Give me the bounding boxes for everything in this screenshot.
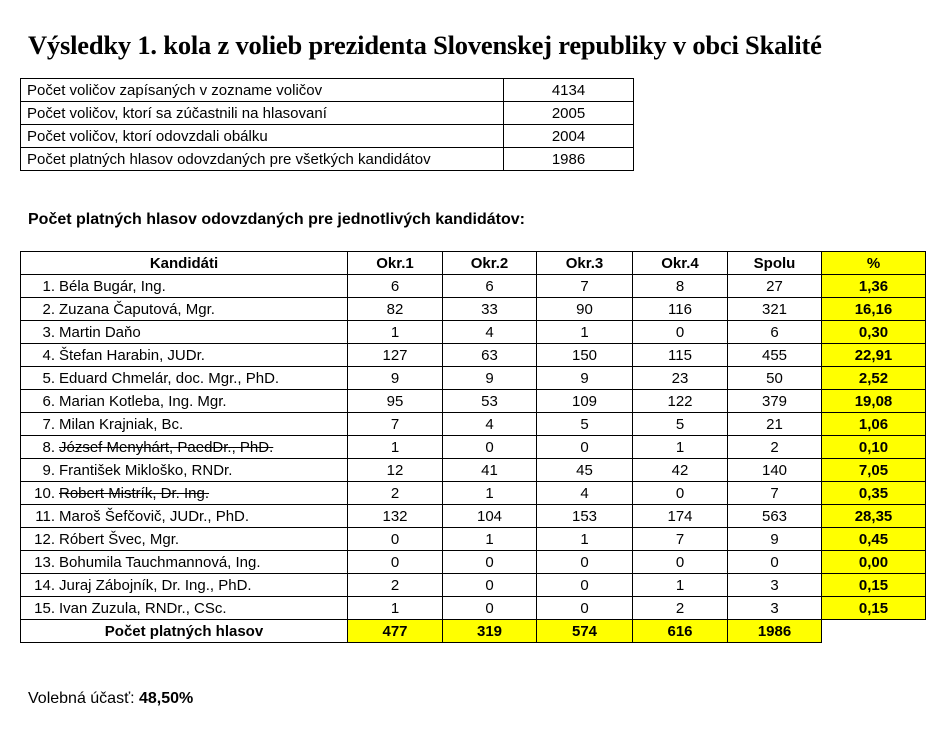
vote-percent: 0,15 [822,574,926,597]
vote-percent: 0,45 [822,528,926,551]
votes-okr2: 6 [443,275,537,298]
totals-label: Počet platných hlasov [21,620,348,643]
votes-okr4: 122 [633,390,728,413]
vote-percent: 28,35 [822,505,926,528]
vote-percent: 1,36 [822,275,926,298]
votes-okr3: 0 [537,597,633,620]
votes-okr4: 116 [633,298,728,321]
candidate-name: Bohumila Tauchmannová, Ing. [59,553,261,571]
votes-okr2: 53 [443,390,537,413]
candidate-name: Béla Bugár, Ing. [59,277,166,295]
votes-spolu: 2 [728,436,822,459]
votes-okr4: 0 [633,551,728,574]
candidate-row [21,482,926,505]
votes-okr4: 23 [633,367,728,390]
candidate-name: Róbert Švec, Mgr. [59,530,180,548]
votes-spolu: 3 [728,597,822,620]
header-okr4: Okr.4 [633,252,728,275]
candidate-number: 15. [34,599,55,617]
votes-okr1: 1 [348,321,443,344]
vote-percent: 0,35 [822,482,926,505]
votes-okr2: 0 [443,574,537,597]
votes-okr1: 82 [348,298,443,321]
votes-spolu: 563 [728,505,822,528]
candidate-row [21,344,926,367]
candidate-name: Milan Krajniak, Bc. [59,415,184,433]
votes-okr4: 1 [633,574,728,597]
header-percent: % [822,252,926,275]
candidate-name-cell [21,275,348,298]
votes-okr2: 41 [443,459,537,482]
candidate-name: Martin Daňo [59,323,141,341]
summary-row [21,125,634,148]
totals-row [21,620,926,643]
voter-summary-table [20,78,634,171]
votes-okr2: 4 [443,413,537,436]
candidate-name: Juraj Zábojník, Dr. Ing., PhD. [59,576,252,594]
candidate-name-cell [21,367,348,390]
votes-okr1: 7 [348,413,443,436]
candidate-number: 8. [42,438,55,456]
candidate-name: József Menyhárt, PaedDr., PhD. [59,438,274,456]
vote-percent: 22,91 [822,344,926,367]
header-okr3: Okr.3 [537,252,633,275]
votes-okr3: 45 [537,459,633,482]
votes-spolu: 27 [728,275,822,298]
votes-okr1: 0 [348,551,443,574]
votes-okr2: 104 [443,505,537,528]
votes-okr4: 0 [633,482,728,505]
candidate-number: 10. [34,484,55,502]
candidate-name-cell [21,436,348,459]
votes-okr2: 9 [443,367,537,390]
summary-value: 2005 [504,102,634,125]
votes-spolu: 140 [728,459,822,482]
total-okr4: 616 [633,620,728,643]
summary-value: 4134 [504,79,634,102]
votes-okr3: 153 [537,505,633,528]
votes-okr1: 12 [348,459,443,482]
votes-okr2: 63 [443,344,537,367]
candidate-number: 9. [42,461,55,479]
candidate-row [21,528,926,551]
candidate-number: 4. [42,346,55,364]
candidate-name-cell [21,574,348,597]
candidate-name-cell [21,298,348,321]
candidate-name-cell [21,528,348,551]
votes-okr3: 109 [537,390,633,413]
votes-okr4: 8 [633,275,728,298]
votes-okr4: 0 [633,321,728,344]
candidate-row [21,574,926,597]
candidate-number: 14. [34,576,55,594]
candidate-name: Marian Kotleba, Ing. Mgr. [59,392,227,410]
candidate-number: 1. [42,277,55,295]
summary-label: Počet voličov, ktorí odovzdali obálku [21,125,504,148]
votes-okr4: 5 [633,413,728,436]
candidate-name-cell [21,344,348,367]
candidate-name-cell [21,321,348,344]
candidate-row [21,459,926,482]
vote-percent: 0,30 [822,321,926,344]
summary-row [21,148,634,171]
vote-percent: 0,15 [822,597,926,620]
votes-okr3: 9 [537,367,633,390]
header-okr1: Okr.1 [348,252,443,275]
votes-okr3: 90 [537,298,633,321]
candidate-number: 7. [42,415,55,433]
votes-okr4: 115 [633,344,728,367]
votes-okr1: 0 [348,528,443,551]
votes-okr4: 7 [633,528,728,551]
candidate-number: 6. [42,392,55,410]
total-okr3: 574 [537,620,633,643]
candidate-name: Robert Mistrík, Dr. Ing. [59,484,210,502]
candidate-row [21,505,926,528]
candidate-row [21,551,926,574]
candidate-number: 2. [42,300,55,318]
candidate-row [21,298,926,321]
votes-okr3: 7 [537,275,633,298]
turnout-label: Volebná účasť: [28,690,135,707]
votes-okr3: 0 [537,551,633,574]
votes-okr3: 5 [537,413,633,436]
candidate-row [21,390,926,413]
votes-okr2: 1 [443,482,537,505]
summary-row [21,102,634,125]
total-spolu: 1986 [728,620,822,643]
votes-spolu: 21 [728,413,822,436]
total-okr1: 477 [348,620,443,643]
votes-okr4: 1 [633,436,728,459]
votes-okr3: 4 [537,482,633,505]
page-title: Výsledky 1. kola z volieb prezidenta Slovenskej republiky v obci Skalité [28,30,822,60]
candidate-name: Eduard Chmelár, doc. Mgr., PhD. [59,369,280,387]
votes-okr1: 1 [348,597,443,620]
candidate-name: Štefan Harabin, JUDr. [59,346,205,364]
votes-okr1: 1 [348,436,443,459]
votes-okr1: 95 [348,390,443,413]
candidate-name-cell [21,551,348,574]
turnout [28,690,193,708]
votes-okr2: 0 [443,436,537,459]
votes-okr2: 0 [443,551,537,574]
votes-okr4: 2 [633,597,728,620]
results-table [20,251,926,643]
candidate-number: 12. [34,530,55,548]
summary-value: 2004 [504,125,634,148]
candidate-name-cell [21,390,348,413]
turnout-value: 48,50% [138,690,194,707]
votes-okr1: 2 [348,482,443,505]
votes-okr3: 150 [537,344,633,367]
votes-spolu: 6 [728,321,822,344]
votes-okr2: 1 [443,528,537,551]
summary-label: Počet voličov, ktorí sa zúčastnili na hlasovaní [21,102,504,125]
summary-label: Počet platných hlasov odovzdaných pre všetkých kandidátov [21,148,504,171]
candidate-number: 11. [35,507,55,525]
votes-okr1: 127 [348,344,443,367]
candidate-name-cell [21,459,348,482]
vote-percent: 19,08 [822,390,926,413]
votes-okr2: 0 [443,597,537,620]
candidate-name-cell [21,505,348,528]
summary-value: 1986 [504,148,634,171]
votes-spolu: 3 [728,574,822,597]
candidate-row [21,413,926,436]
header-candidates: Kandidáti [21,252,348,275]
vote-percent: 7,05 [822,459,926,482]
summary-label: Počet voličov zapísaných v zozname voličov [21,79,504,102]
total-percent-empty [822,620,926,643]
candidate-name-cell [21,482,348,505]
votes-spolu: 379 [728,390,822,413]
votes-okr2: 33 [443,298,537,321]
candidate-number: 3. [42,323,55,341]
total-okr2: 319 [443,620,537,643]
votes-spolu: 0 [728,551,822,574]
votes-spolu: 50 [728,367,822,390]
votes-okr3: 0 [537,574,633,597]
vote-percent: 0,00 [822,551,926,574]
votes-spolu: 455 [728,344,822,367]
candidate-row [21,597,926,620]
vote-percent: 0,10 [822,436,926,459]
candidate-row [21,321,926,344]
votes-okr4: 174 [633,505,728,528]
candidate-name: Ivan Zuzula, RNDr., CSc. [59,599,227,617]
summary-row [21,79,634,102]
candidate-name: Zuzana Čaputová, Mgr. [59,300,215,318]
vote-percent: 1,06 [822,413,926,436]
votes-okr1: 9 [348,367,443,390]
votes-okr3: 1 [537,321,633,344]
candidate-number: 5. [42,369,55,387]
candidate-name: František Mikloško, RNDr. [59,461,233,479]
votes-okr1: 132 [348,505,443,528]
header-spolu: Spolu [728,252,822,275]
results-header-row [21,252,926,275]
votes-okr3: 0 [537,436,633,459]
votes-okr2: 4 [443,321,537,344]
candidate-name: Maroš Šefčovič, JUDr., PhD. [59,507,250,525]
votes-okr3: 1 [537,528,633,551]
votes-okr4: 42 [633,459,728,482]
header-okr2: Okr.2 [443,252,537,275]
candidate-number: 13. [34,553,55,571]
candidate-row [21,275,926,298]
votes-okr1: 2 [348,574,443,597]
candidate-row [21,436,926,459]
vote-percent: 2,52 [822,367,926,390]
votes-spolu: 7 [728,482,822,505]
votes-spolu: 9 [728,528,822,551]
vote-percent: 16,16 [822,298,926,321]
candidate-name-cell [21,597,348,620]
candidate-row [21,367,926,390]
votes-spolu: 321 [728,298,822,321]
candidate-name-cell [21,413,348,436]
votes-okr1: 6 [348,275,443,298]
section-heading: Počet platných hlasov odovzdaných pre jednotlivých kandidátov: [28,211,525,228]
